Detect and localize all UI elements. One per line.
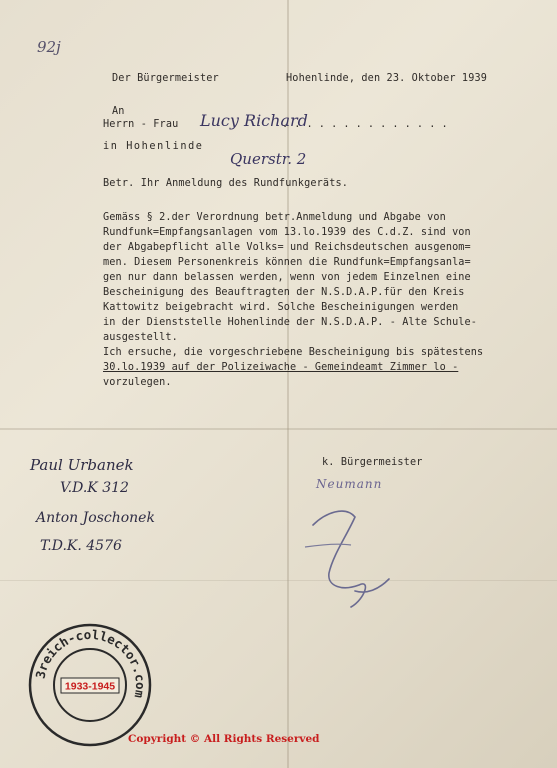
body-line: in der Dienststelle Hohenlinde der N.S.D.A.P. - Alte Schule- <box>103 317 478 328</box>
horizontal-fold-crease <box>0 428 557 430</box>
signature-scrawl <box>285 495 405 625</box>
recipient-dots: . . . . . . . . . . . . . . <box>282 119 448 130</box>
in-place-line: in Hohenlinde <box>103 141 204 152</box>
corner-note: 92j <box>37 38 61 56</box>
body-line-deadline: 30.lo.1939 auf der Polizeiwache - Gemeindeamt Zimmer lo - <box>103 362 459 373</box>
handwritten-id-1: V.D.K 312 <box>60 480 129 496</box>
body-line: Bescheinigung des Beauftragten der N.S.D.A.P.für den Kreis <box>103 287 465 298</box>
body-line: Gemäss § 2.der Verordnung betr.Anmeldung und Abgabe von <box>103 212 446 223</box>
body-line: der Abgabepflicht alle Volks= und Reichsdeutschen ausgenom= <box>103 242 471 253</box>
signatory-title: k. Bürgermeister <box>322 457 423 468</box>
salutation: Herrn - Frau <box>103 119 179 130</box>
copyright-notice: Copyright © All Rights Reserved <box>128 733 320 745</box>
lower-fold-crease <box>0 580 557 581</box>
watermark-stamp <box>27 622 153 748</box>
body-line: ausgestellt. <box>103 332 178 343</box>
to-prefix: An <box>112 106 125 117</box>
body-line: Rundfunk=Empfangsanlagen vom 13.lo.1939 des C.d.Z. sind von <box>103 227 471 238</box>
body-line: Kattowitz beigebracht wird. Solche Bescheinigungen werden <box>103 302 459 313</box>
recipient-address-handwritten: Querstr. 2 <box>230 150 307 168</box>
subject-line: Betr. Ihr Anmeldung des Rundfunkgeräts. <box>103 178 349 189</box>
typed-signature-ink: Neumann <box>316 477 383 491</box>
stamp-ring-text: 3reich-collector.com <box>32 626 149 700</box>
stamp-center-text: 1933-1945 <box>64 680 116 693</box>
handwritten-id-2: T.D.K. 4576 <box>40 538 122 554</box>
body-line: Ich ersuche, die vorgeschriebene Bescheinigung bis spätestens <box>103 347 484 358</box>
handwritten-name-1: Paul Urbanek <box>30 456 134 474</box>
place-date: Hohenlinde, den 23. Oktober 1939 <box>286 73 488 84</box>
body-line: men. Diesem Personenkreis können die Rundfunk=Empfangsanla= <box>103 257 471 268</box>
body-line: gen nur dann belassen werden, wenn von jedem Einzelnen eine <box>103 272 471 283</box>
body-line: vorzulegen. <box>103 377 172 388</box>
recipient-name-handwritten: Lucy Richard <box>200 111 308 130</box>
handwritten-name-2: Anton Joschonek <box>36 510 155 526</box>
sender-heading: Der Bürgermeister <box>112 73 219 84</box>
